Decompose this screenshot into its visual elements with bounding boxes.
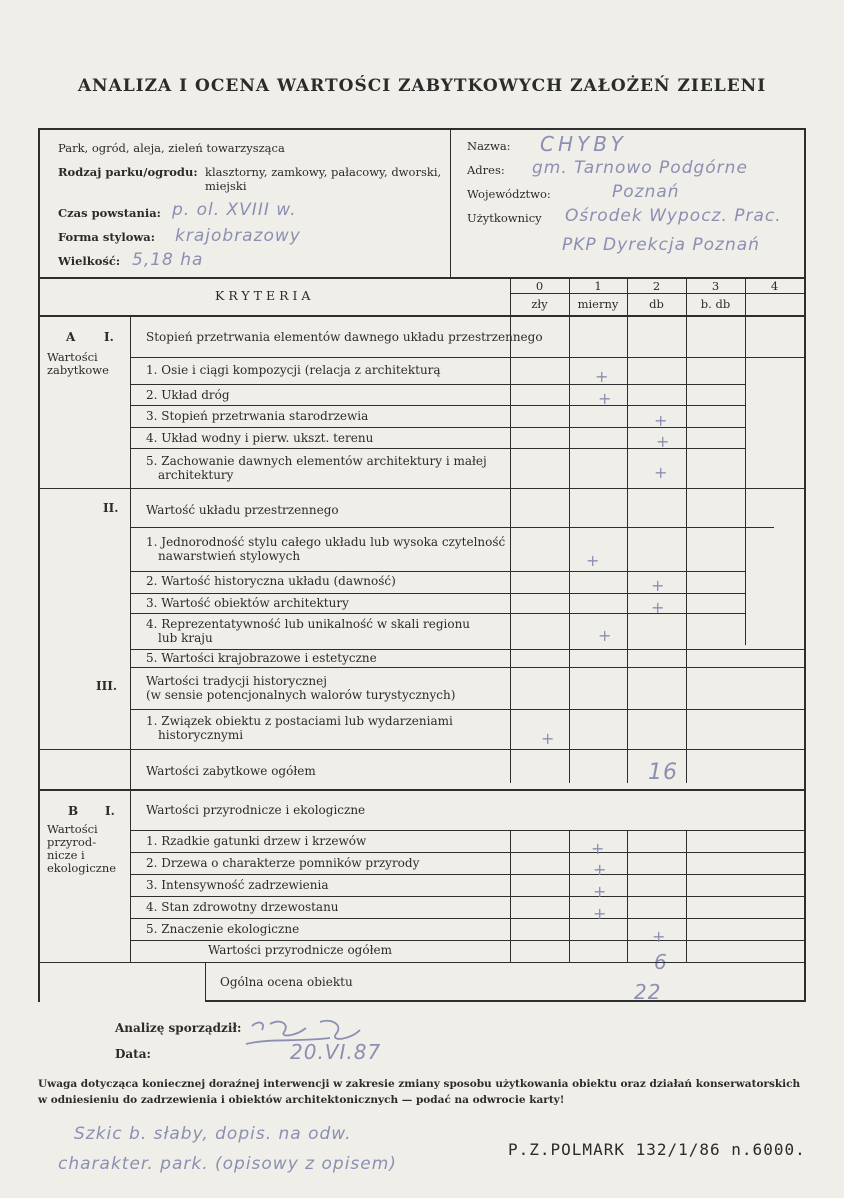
criterion-a3-1-line2: historycznymi [158, 728, 244, 742]
handwritten-note-2: charakter. park. (opisowy z opisem) [58, 1154, 397, 1174]
score-name-3: b. db [700, 297, 731, 311]
forma-label: Forma stylowa: [58, 230, 155, 244]
overall-left-border [205, 962, 206, 1002]
row-line [130, 852, 806, 853]
group2-title: Wartość układu przestrzennego [146, 503, 339, 517]
criterion-a2-1-line2: nawarstwień stylowych [158, 549, 301, 563]
frame-left [38, 128, 40, 1002]
section-b-label-2: przyrod- [47, 835, 97, 849]
overall-label: Ogólna ocena obiektu [220, 975, 353, 989]
rodzaj-label: Rodzaj parku/ogrodu: [58, 165, 198, 179]
row-line [130, 918, 806, 919]
mark-b1-3: + [593, 882, 607, 901]
row-line [130, 896, 806, 897]
czas-label: Czas powstania: [58, 206, 161, 220]
frame-top [38, 128, 806, 130]
row-line [130, 830, 806, 831]
row-line [130, 709, 804, 710]
overall-bottom [205, 1000, 806, 1002]
uzytkownicy-value-1: Ośrodek Wypocz. Prac. [565, 206, 782, 226]
row-line [130, 405, 746, 406]
wojewodztwo-value: Poznań [612, 182, 680, 202]
mark-a2-4: + [598, 626, 612, 645]
section-b-label-3: nicze i [47, 848, 85, 862]
mark-b1-2: + [593, 860, 607, 879]
print-code: P.Z.POLMARK 132/1/86 n.6000. [508, 1140, 806, 1159]
score-3: 3 [711, 279, 720, 293]
mark-a1-2: + [598, 389, 612, 408]
label-column-divider [130, 315, 131, 963]
score-name-0: zły [531, 297, 548, 311]
criterion-a1-5-line2: architektury [158, 468, 234, 482]
header-divider [450, 128, 451, 278]
col-1-left [569, 277, 570, 783]
score-0: 0 [535, 279, 544, 293]
row-line [130, 448, 746, 449]
col-4-left [745, 357, 746, 645]
date-value: 20.VI.87 [290, 1040, 382, 1064]
group3-title-1: Wartości tradycji historycznej [146, 674, 327, 688]
adres-value: gm. Tarnowo Podgórne [532, 158, 748, 178]
group1-title: Stopień przetrwania elementów dawnego układu przestrzennego [146, 330, 543, 344]
row-line [130, 649, 804, 650]
mark-b1-1: + [591, 839, 605, 858]
frame-right [804, 128, 806, 1002]
rodzaj-options-1: klasztorny, zamkowy, pałacowy, dworski, [205, 165, 442, 179]
kryteria-label: KRYTERIA [215, 288, 315, 303]
wielkosc-value: 5,18 ha [132, 250, 204, 270]
criterion-a2-3: 3. Wartość obiektów architektury [146, 596, 349, 610]
group2-roman: II. [103, 501, 119, 515]
score-name-2: db [649, 297, 664, 311]
criterion-a2-4-line2: lub kraju [158, 631, 213, 645]
forma-value: krajobrazowy [175, 226, 301, 246]
section-b-label-4: ekologiczne [47, 861, 117, 875]
criterion-a2-2: 2. Wartość historyczna układu (dawność) [146, 574, 396, 588]
criterion-a1-3: 3. Stopień przetrwania starodrzewia [146, 409, 369, 423]
mark-b1-5: + [652, 927, 666, 946]
total-a-value: 16 [648, 760, 678, 785]
nazwa-label: Nazwa: [467, 139, 511, 153]
row-line [130, 667, 804, 668]
criterion-b1-2: 2. Drzewa o charakterze pomników przyrody [146, 856, 420, 870]
total-a-label: Wartości zabytkowe ogółem [146, 764, 316, 778]
score-2: 2 [652, 279, 661, 293]
row-line [130, 571, 746, 572]
section-b-label-1: Wartości [47, 822, 98, 836]
mark-a1-5: + [654, 463, 668, 482]
row-line [130, 384, 746, 385]
row-line [38, 749, 806, 750]
section-a-code: A [66, 330, 76, 344]
total-b-label: Wartości przyrodnicze ogółem [208, 943, 392, 957]
row-line [38, 962, 806, 963]
row-line [38, 488, 806, 489]
row-line [130, 357, 806, 358]
section-a-roman: I. [104, 330, 114, 344]
criterion-a2-5: 5. Wartości krajobrazowe i estetyczne [146, 651, 377, 665]
note-line-2: w odniesieniu do zadrzewienia i obiektów architektonicznych — podać na odwrocie karty! [38, 1094, 565, 1106]
mark-a1-3: + [654, 411, 668, 430]
criterion-a2-4-line1: 4. Reprezentatywność lub unikalność w skali regionu [146, 617, 471, 631]
wojewodztwo-label: Województwo: [467, 187, 551, 201]
adres-label: Adres: [467, 163, 505, 177]
section-a-label-2: zabytkowe [47, 363, 109, 377]
rodzaj-options-2: miejski [205, 179, 247, 193]
col-0-left [510, 277, 511, 783]
criterion-a3-1-line1: 1. Związek obiektu z postaciami lub wydarzeniami [146, 714, 453, 728]
total-b-value: 6 [654, 950, 668, 974]
overall-value: 22 [634, 980, 662, 1004]
criterion-b1-1: 1. Rzadkie gatunki drzew i krzewów [146, 834, 367, 848]
nazwa-value: CHYBY [540, 132, 627, 156]
park-type-line: Park, ogród, aleja, zieleń towarzysząca [58, 141, 285, 155]
mark-a2-1: + [586, 551, 600, 570]
criterion-a1-5-line1: 5. Zachowanie dawnych elementów architektury i małej [146, 454, 487, 468]
criterion-b1-3: 3. Intensywność zadrzewienia [146, 878, 329, 892]
note-line-1: Uwaga dotycząca koniecznej doraźnej interwencji w zakresie zmiany sposobu użytkowania obiektu oraz działań konserwatorskich [38, 1078, 801, 1090]
section-b-roman: I. [105, 804, 115, 818]
handwritten-note-1: Szkic b. słaby, dopis. na odw. [74, 1124, 352, 1144]
criterion-b1-5: 5. Znaczenie ekologiczne [146, 922, 300, 936]
score-4: 4 [770, 279, 779, 293]
criterion-a1-2: 2. Układ dróg [146, 388, 230, 402]
row-line [130, 940, 806, 941]
col-2-left [627, 277, 628, 783]
col-3-left [686, 277, 687, 783]
row-line [130, 527, 774, 528]
criterion-a1-4: 4. Układ wodny i pierw. ukszt. terenu [146, 431, 374, 445]
mark-a2-2: + [651, 576, 665, 595]
row-line [130, 874, 806, 875]
wielkosc-label: Wielkość: [58, 254, 121, 268]
mark-a1-1: + [595, 367, 609, 386]
mark-a3-1: + [541, 729, 555, 748]
criterion-b1-4: 4. Stan zdrowotny drzewostanu [146, 900, 339, 914]
criterion-a2-1-line1: 1. Jednorodność stylu całego układu lub wysoka czytelność [146, 535, 506, 549]
criterion-a1-1: 1. Osie i ciągi kompozycji (relacja z architekturą [146, 363, 441, 377]
form-title: ANALIZA I OCENA WARTOŚCI ZABYTKOWYCH ZAŁOŻEŃ ZIELENI [77, 76, 767, 96]
score-1: 1 [594, 279, 602, 293]
group3-roman: III. [96, 679, 118, 693]
mark-a2-3: + [651, 598, 665, 617]
czas-value: p. ol. XVIII w. [172, 200, 297, 220]
analyst-label: Analizę sporządził: [115, 1021, 242, 1035]
group3-title-2: (w sensie potencjonalnych walorów turystycznych) [146, 688, 456, 702]
criteria-header-bottom [38, 315, 806, 317]
score-name-1: mierny [577, 297, 619, 311]
mark-a1-4: + [656, 432, 670, 451]
row-line-thick [38, 789, 806, 791]
date-label: Data: [115, 1047, 151, 1061]
group-b-title: Wartości przyrodnicze i ekologiczne [146, 803, 366, 817]
section-a-label-1: Wartości [47, 350, 98, 364]
mark-b1-4: + [593, 904, 607, 923]
uzytkownicy-label: Użytkownicy [467, 211, 542, 225]
uzytkownicy-value-2: PKP Dyrekcja Poznań [562, 235, 760, 255]
section-b-code: B [68, 804, 79, 818]
score-header-divider [510, 293, 804, 294]
